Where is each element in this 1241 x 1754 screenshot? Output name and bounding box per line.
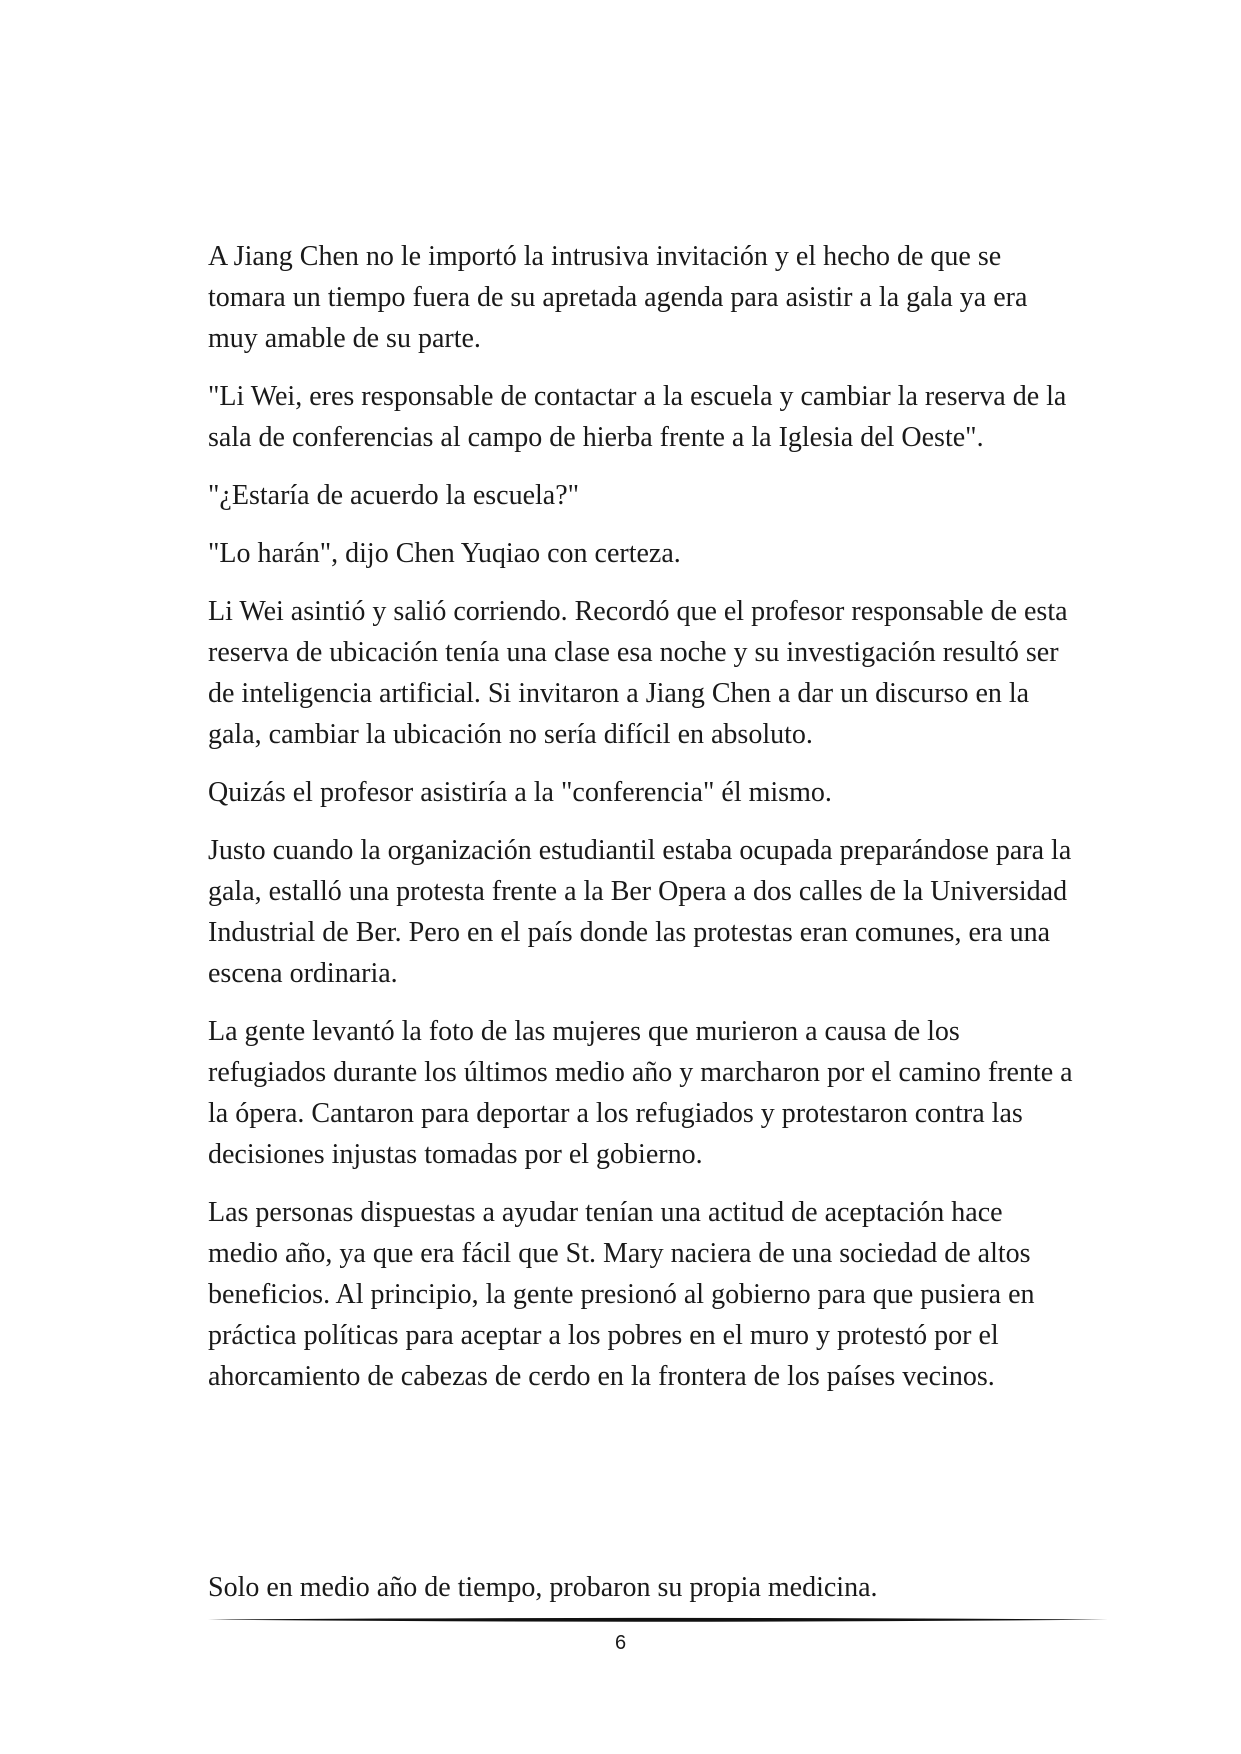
- paragraph: Li Wei asintió y salió corriendo. Recordó que el profesor responsable de esta reserva de ubicación tenía una clase esa noche y su investigación resultó ser de inteligencia artificial. Si invitaron a Jiang Chen a dar un discurso en la gala, cambiar la ubicación no sería difícil en absoluto.: [208, 596, 1068, 750]
- paragraph: La gente levantó la foto de las mujeres que murieron a causa de los refugiados durante los últimos medio año y marcharon por el camino frente a la ópera. Cantaron para deportar a los refugiados y protestaron contra las decisiones injustas tomadas por el gobierno.: [208, 1016, 1073, 1170]
- body-text: [208, 236, 1078, 1414]
- paragraph: Las personas dispuestas a ayudar tenían una actitud de aceptación hace medio año, ya que era fácil que St. Mary naciera de una sociedad de altos beneficios. Al principio, la gente presionó al gobierno para que pusiera en práctica políticas para aceptar a los pobres en el muro y protestó por el ahorcamiento de cabezas de cerdo en la frontera de los países vecinos.: [208, 1197, 1035, 1392]
- paragraph: "Lo harán", dijo Chen Yuqiao con certeza.: [208, 538, 681, 569]
- closing-line: Solo en medio año de tiempo, probaron su propia medicina.: [208, 1572, 878, 1603]
- paragraph: Quizás el profesor asistiría a la "conferencia" él mismo.: [208, 777, 832, 808]
- paragraph: "Li Wei, eres responsable de contactar a la escuela y cambiar la reserva de la sala de conferencias al campo de hierba frente a la Iglesia del Oeste".: [208, 381, 1067, 453]
- page-number: 6: [614, 1632, 627, 1654]
- paragraph: "¿Estaría de acuerdo la escuela?": [208, 480, 580, 511]
- footer-divider: [208, 1615, 1108, 1625]
- paragraph: A Jiang Chen no le importó la intrusiva invitación y el hecho de que se tomara un tiempo fuera de su apretada agenda para asistir a la gala ya era muy amable de su parte.: [208, 241, 1028, 354]
- paragraph: Justo cuando la organización estudiantil estaba ocupada preparándose para la gala, estalló una protesta frente a la Ber Opera a dos calles de la Universidad Industrial de Ber. Pero en el país donde las protestas eran comunes, era una escena ordinaria.: [208, 835, 1072, 989]
